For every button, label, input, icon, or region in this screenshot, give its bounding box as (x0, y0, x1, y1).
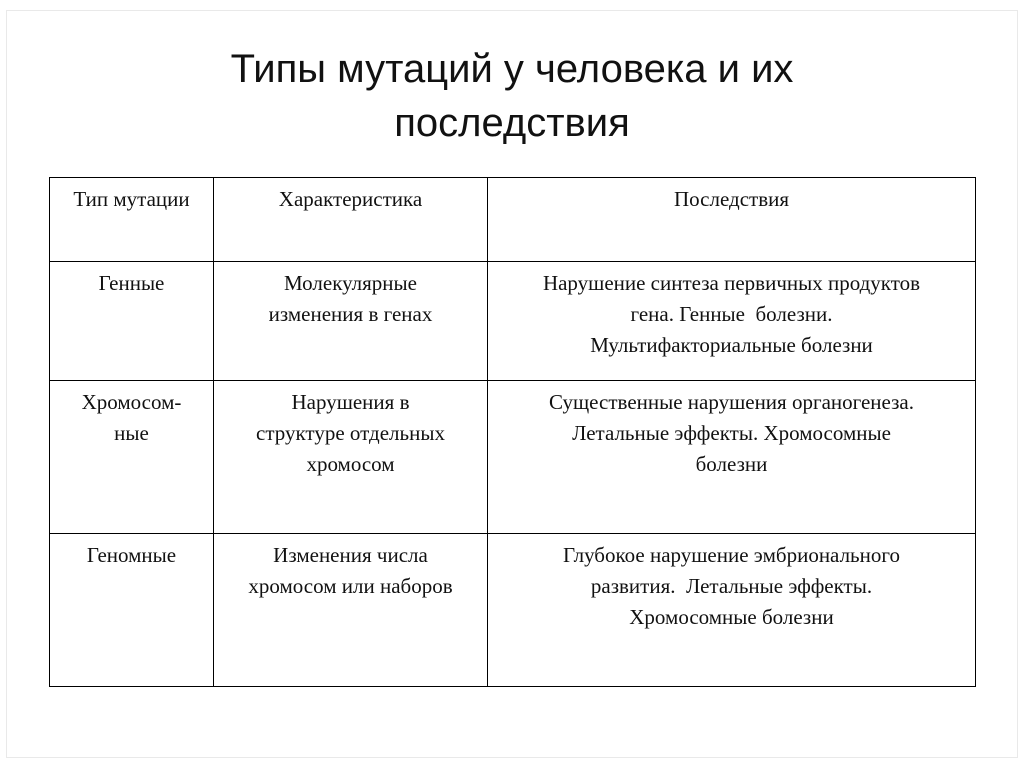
cell-type (50, 534, 214, 687)
header-cell-characteristic: Характеристика (214, 178, 488, 262)
cell-type (50, 262, 214, 381)
table-header-row (50, 178, 976, 262)
cell-line: Глубокое нарушение эмбрионального (563, 543, 900, 567)
cell-line: Хромосомные болезни (629, 605, 834, 629)
cell-line: Хромосом- (81, 390, 182, 414)
cell-line: хромосом или наборов (248, 574, 453, 598)
mutation-types-table (49, 177, 976, 687)
cell-line: Изменения числа (273, 543, 428, 567)
cell-consequences (488, 534, 976, 687)
cell-line: болезни (695, 452, 768, 476)
header-cell-type: Тип мутации (50, 178, 214, 262)
cell-line: структуре отдельных (256, 421, 445, 445)
cell-line: Нарушения в (291, 390, 410, 414)
header-cell-consequences: Последствия (488, 178, 976, 262)
table-row-gene (50, 262, 976, 381)
cell-line: Молекулярные (284, 271, 417, 295)
cell-type (50, 381, 214, 534)
cell-line: изменения в генах (268, 302, 433, 326)
slide-title-line-2: последствия (394, 101, 630, 145)
slide-title (0, 42, 1024, 150)
table-row-genomic (50, 534, 976, 687)
cell-line: Нарушение синтеза первичных продуктов (542, 271, 921, 295)
cell-characteristic (214, 534, 488, 687)
cell-line: Существенные нарушения органогенеза. (549, 390, 914, 414)
cell-line: развития. Летальные эффекты. (590, 574, 873, 598)
cell-line: Летальные эффекты. Хромосомные (572, 421, 891, 445)
slide-title-line-1: Типы мутаций у человека и их (230, 47, 794, 91)
cell-line: хромосом (306, 452, 395, 476)
cell-characteristic (214, 381, 488, 534)
cell-characteristic (214, 262, 488, 381)
cell-line: Геномные (86, 543, 177, 567)
cell-line: Мультифакториальные болезни (590, 333, 873, 357)
cell-line: гена. Генные болезни. (630, 302, 833, 326)
cell-line: ные (114, 421, 149, 445)
cell-consequences (488, 262, 976, 381)
table-row-chromosomal (50, 381, 976, 534)
cell-consequences (488, 381, 976, 534)
cell-line: Генные (98, 271, 165, 295)
